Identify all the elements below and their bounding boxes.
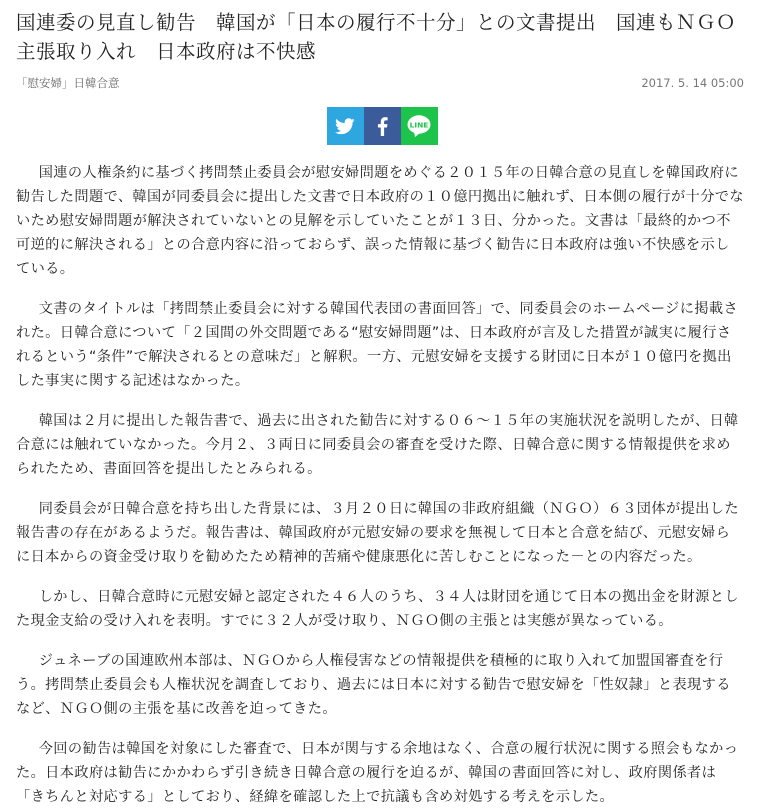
line-icon-text: LINE (409, 120, 429, 130)
article-headline: 国連委の見直し勧告 韓国が「日本の履行不十分」との文書提出 国連もＮＧＯ主張取り入れ 日本政府は不快感 (16, 11, 737, 63)
article-paragraph-2: 文書のタイトルは「拷問禁止委員会に対する韓国代表団の書面回答」で、同委員会のホームページに掲載された。日韓合意について「２国間の外交問題である“慰安婦問題”は、日本政府が言及した措置が誠実に履行されるという“条件”で解決されるとの意味だ」と解釈。一方、元慰安婦を支援する財団に日本が１０億円を拠出した事実に関する記述はなかった。 (16, 301, 739, 389)
article-paragraph-5: しかし、日韓合意時に元慰安婦と認定された４６人のうち、３４人は財団を通じて日本の拠出金を財源とした現金支給の受け入れを表明。すでに３２人が受け取り、ＮＧＯ側の主張とは実態が異なっている。 (16, 589, 739, 629)
line-share-button[interactable] (401, 107, 438, 145)
facebook-f-icon (377, 117, 388, 136)
facebook-share-button[interactable] (364, 107, 401, 145)
twitter-bird-icon (335, 118, 355, 135)
article-timestamp: 2017. 5. 14 05:00 (641, 76, 744, 90)
share-bar (16, 107, 748, 147)
twitter-share-button[interactable] (327, 107, 364, 145)
article-meta (16, 75, 748, 91)
article-paragraph-6: ジュネーブの国連欧州本部は、ＮＧＯから人権侵害などの情報提供を積極的に取り入れて加盟国審査を行う。拷問禁止委員会も人権状況を調査しており、過去には日本に対する勧告で慰安婦を「性奴隷」と表現するなど、ＮＧＯ側の主張を基に改善を迫ってきた。 (16, 653, 731, 717)
article-paragraph-3: 韓国は２月に提出した報告書で、過去に出された勧告に対する０６～１５年の実施状況を説明したが、日韓合意には触れていなかった。今月２、３両日に同委員会の審査を受けた際、日韓合意に関する情報提供を求められたため、書面回答を提出したとみられる。 (16, 413, 739, 477)
line-speech-bubble-icon (406, 114, 432, 138)
article-body (16, 161, 748, 809)
article-category-link[interactable]: 「慰安婦」日韓合意 (16, 76, 120, 90)
article-paragraph-1: 国連の人権条約に基づく拷問禁止委員会が慰安婦問題をめぐる２０１５年の日韓合意の見直しを韓国政府に勧告した問題で、韓国が同委員会に提出した文書で日本政府の１０億円拠出に触れず、日本側の履行が十分でないため慰安婦問題が解決されていないとの見解を示していたことが１３日、分かった。文書は「最終的かつ不可逆的に解決される」との合意内容に沿っておらず、誤った情報に基づく勧告に日本政府は強い不快感を示している。 (16, 165, 744, 277)
article-paragraph-7: 今回の勧告は韓国を対象にした審査で、日本が関与する余地はなく、合意の履行状況に関する照会もなかった。日本政府は勧告にかかわらず引き続き日韓合意の履行を迫るが、韓国の書面回答に対し、政府関係者は「きちんと対応する」としており、経緯を確認した上で抗議も含め対処する考えを示した。 (16, 741, 739, 805)
article-paragraph-4: 同委員会が日韓合意を持ち出した背景には、３月２０日に韓国の非政府組織（ＮＧＯ）６３団体が提出した報告書の存在があるようだ。報告書は、韓国政府が元慰安婦の要求を無視して日本と合意を結び、元慰安婦らに日本からの資金受け取りを勧めたため精神的苦痛や健康悪化に苦しむことになった－との内容だった。 (16, 501, 739, 565)
